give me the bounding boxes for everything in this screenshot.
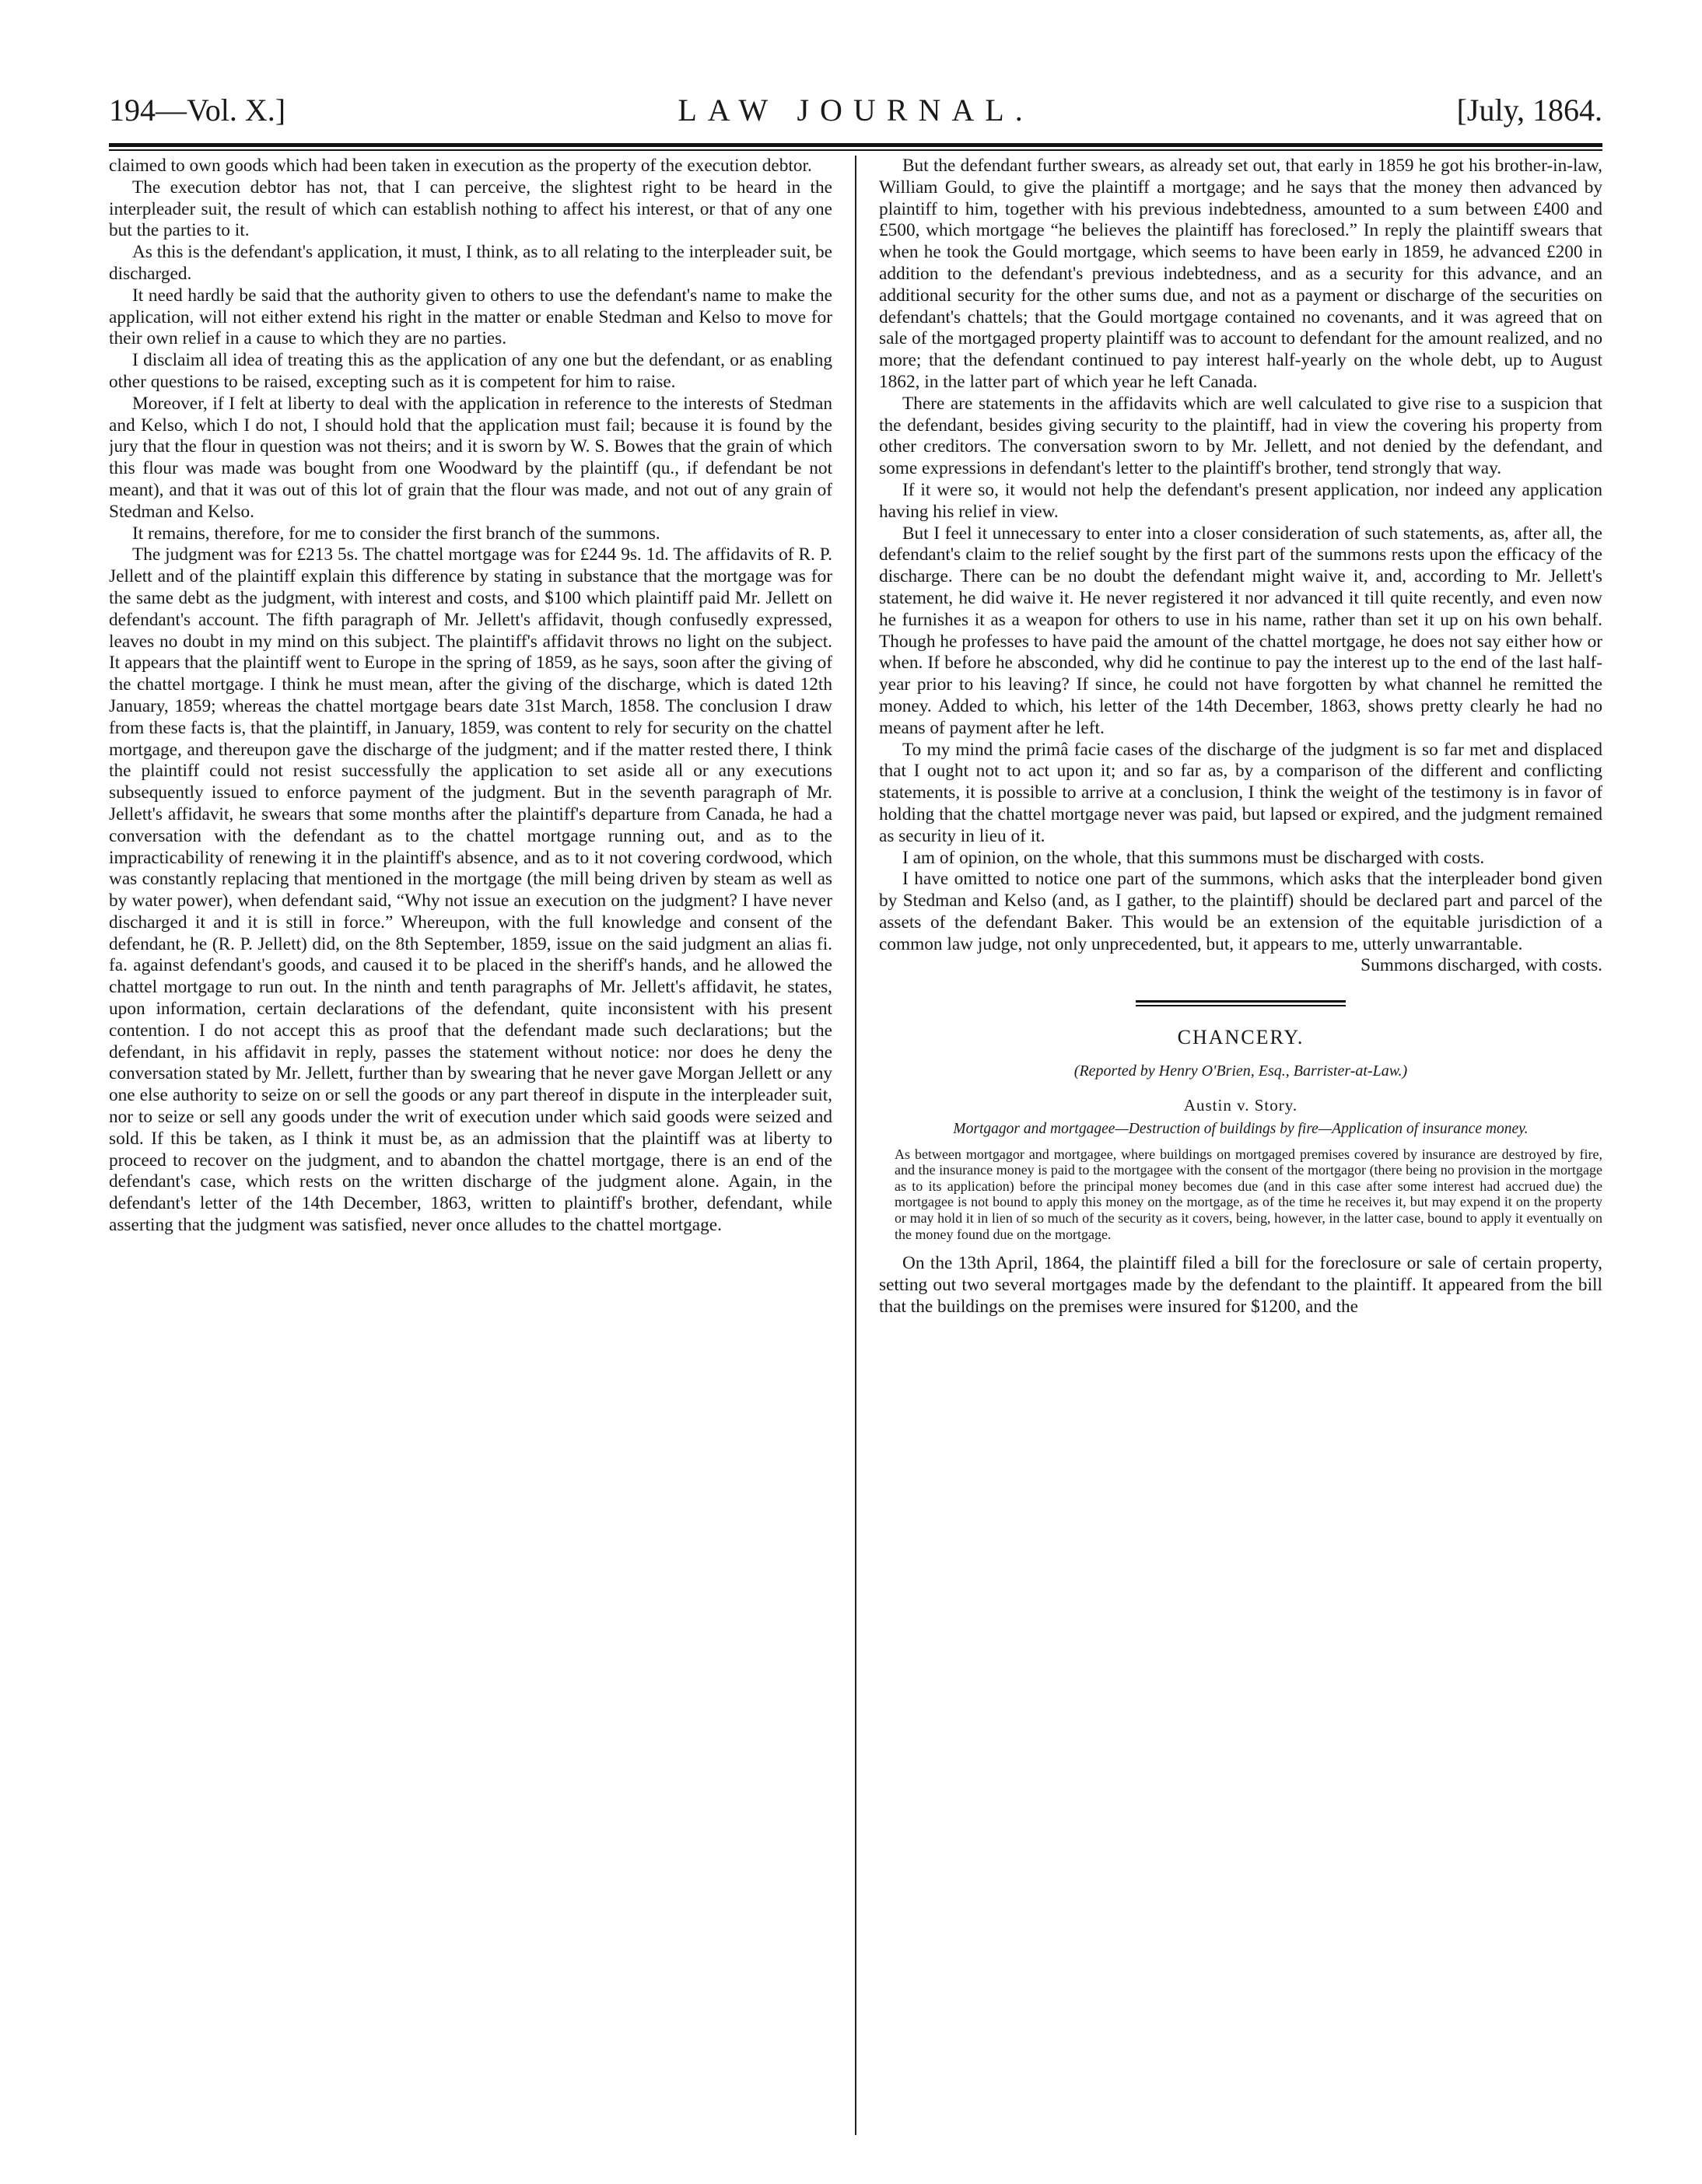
paragraph: But I feel it unnecessary to enter into a closer consideration of such statements, as, after all, the defendant's claim to the relief sought by the first part of the summons rests upon the efficacy of the discharge. There can be no doubt the defendant might waive it, and, according to Mr. Jellett's statement, he did waive it. He never registered it nor advanced it till quite recently, and even now he furnishes it as a weapon for others to use in his name, rather than set it up on his own behalf. Though he professes to have paid the amount of the chattel mortgage, he does not say either how or when. If before he absconded, why did he continue to pay the interest up to the end of the last half-year prior to his leaving? If since, he could not have forgotten by what channel he remitted the money. Added to which, his letter of the 14th December, 1863, shows pretty clearly he had no means of payment after he left. — [879, 523, 1602, 738]
text-columns — [109, 156, 1602, 2135]
section-rule — [1136, 1000, 1346, 1006]
paragraph: It remains, therefore, for me to consider the first branch of the summons. — [132, 523, 660, 544]
paragraph: As this is the defendant's application, it must, I think, as to all relating to the interpleader suit, be discharged. — [109, 242, 832, 284]
reporter-line: (Reported by Henry O'Brien, Esq., Barrister-at-Law.) — [1073, 1062, 1408, 1080]
decision-signoff: Summons discharged, with costs. — [1361, 955, 1602, 976]
paragraph: But the defendant further swears, as already set out, that early in 1859 he got his brother-in-law, William Gould, to give the plaintiff a mortgage; and he says that the money then advanced by plaintiff to him, together with his previous indebtedness, amounted to a sum between £400 and £500, which mortgage “he believes the plaintiff has foreclosed.” In reply the plaintiff swears that when he took the Gould mortgage, which seems to have been early in 1859, he advanced £200 in addition to the defendant's previous indebtedness, and as a security for this advance, and an additional security for the other sums due, and not as a payment or discharge of the securities on defendant's chattels; that the Gould mortgage contained no covenants, and it was agreed that on sale of the mortgaged property plaintiff was to account to defendant for the amount realized, and no more; that the defendant continued to pay interest half-yearly on the whole debt, up to August 1862, in the latter part of which year he left Canada. — [879, 156, 1602, 392]
headnote: As between mortgagor and mortgagee, where buildings on mortgaged premises covered by insurance are destroyed by fire, and the insurance money is paid to the mortgagee with the consent of the mortgagor (there being no provision in the mortgage as to its application) before the principal money becomes due (and in this case after some interest had accrued due) the mortgagee is not bound to apply this money on the mortgage, as of the time he receives it, but may expend it on the property or may hold it in lien of so much of the security as it covers, being, however, in the latter case, bound to apply it eventually on the money found due on the mortgage. — [895, 1146, 1602, 1242]
issue-date: [July, 1864. — [1456, 93, 1602, 128]
paragraph: I have omitted to notice one part of the summons, which asks that the interpleader bond given by Stedman and Kelso (and, as I gather, to the plaintiff) should be declared part and parcel of the assets of the defendant Baker. This would be an extension of the equitable jurisdiction of a common law judge, not only unprecedented, but, it appears to me, utterly unwarrantable. — [879, 869, 1602, 954]
paragraph: The judgment was for £213 5s. The chattel mortgage was for £244 9s. 1d. The affidavits of R. P. Jellett and of the plaintiff explain this difference by stating in substance that the mortgage was for the same debt as the judgment, with interest and costs, and $100 which plaintiff paid Mr. Jellett on defendant's account. The fifth paragraph of Mr. Jellett's affidavit, though confusedly expressed, leaves no doubt in my mind on this subject. The plaintiff's affidavit throws no light on the subject. It appears that the plaintiff went to Europe in the spring of 1859, as he says, soon after the giving of the chattel mortgage. I think he must mean, after the giving of the discharge, which is dated 12th January, 1859; whereas the chattel mortgage bears date 31st March, 1858. The conclusion I draw from these facts is, that the plaintiff, in January, 1859, was content to rely for security on the chattel mortgage, and thereupon gave the discharge of the judgment; and if the matter rested there, I think the plaintiff could not resist successfully the application to set aside all or any executions subsequently issued to enforce payment of the judgment. But in the seventh paragraph of Mr. Jellett's affidavit, he swears that some months after the plaintiff's departure from Canada, he had a conversation with the defendant as to the chattel mortgage running out, and as to the impracticability of renewing it in the plaintiff's absence, and as to it not covering cordwood, which was constantly replacing that mentioned in the mortgage (the mill being driven by steam as well as by water power), when defendant said, “Why not issue an execution on the judgment? I have never discharged it and it is still in force.” Whereupon, with the full knowledge and consent of the defendant, he (R. P. Jellett) did, on the 8th September, 1859, issue on the said judgment an alias fi. fa. against defendant's goods, and caused it to be placed in the sheriff's hands, and he allowed the chattel mortgage to run out. In the ninth and tenth paragraphs of Mr. Jellett's affidavit, he states, upon information, certain declarations of the defendant, quite inconsistent with his present contention. I do not accept this as proof that the defendant made such declarations; but the defendant, in his affidavit in reply, passes the statement without notice: nor does he deny the conversation stated by Mr. Jellett, further than by swearing that he never gave Morgan Jellett or any one else authority to seize on or sell the goods or any part thereof in dispute in the interpleader suit, nor to seize or sell any goods under the writ of execution under which said goods were seized and sold. If this be taken, as I think it must be, as an admission that the plaintiff was at liberty to proceed to recover on the judgment, and to abandon the chattel mortgage, there is an end of the defendant's case, which rests on the written discharge of the judgment alone. Again, in the defendant's letter of the 14th December, 1863, written to plaintiff's brother, defendant, while asserting that the judgment was satisfied, never once alludes to the chattel mortgage. — [109, 544, 832, 1236]
header-rule — [109, 143, 1602, 147]
paragraph: To my mind the primâ facie cases of the discharge of the judgment is so far met and displaced that I ought not to act upon it; and so far as, by a comparison of the different and conflicting statements, it is possible to arrive at a conclusion, I think the weight of the testimony is in favor of holding that the chattel mortgage never was paid, but lapsed or expired, and the judgment remained as security in lieu of it. — [879, 739, 1602, 846]
header-rule-thin — [109, 149, 1602, 151]
case-title: Austin v. Story. — [1183, 1095, 1298, 1115]
journal-page — [109, 84, 1602, 2137]
right-column — [879, 156, 1602, 2135]
paragraph: It need hardly be said that the authority given to others to use the defendant's name to make the application, will not either extend his right in the matter or enable Stedman and Kelso to move for their own relief in a cause to which they are no parties. — [109, 285, 832, 349]
column-divider — [855, 156, 856, 2135]
paragraph: If it were so, it would not help the defendant's present application, nor indeed any application having his relief in view. — [879, 479, 1602, 522]
paragraph: Moreover, if I felt at liberty to deal with the application in reference to the interests of Stedman and Kelso, which I do not, I should hold that the application must fail; because it is found by the jury that the flour in question was not theirs; and it is sworn by W. S. Bowes that the grain of which this flour was made was bought from one Woodward by the plaintiff (qu., if defendant be not meant), and that it was out of this lot of grain that the flour was made, and not out of any grain of Stedman and Kelso. — [109, 393, 832, 522]
paragraph: There are statements in the affidavits which are well calculated to give rise to a suspicion that the defendant, besides giving security to the plaintiff, had in view the covering his property from other creditors. The conversation sworn to by Mr. Jellett, and not denied by the defendant, and some expressions in defendant's letter to the plaintiff's brother, tend strongly that way. — [879, 393, 1602, 479]
running-header — [109, 84, 1602, 140]
paragraph: I am of opinion, on the whole, that this summons must be discharged with costs. — [902, 847, 1485, 868]
page-volume: 194—Vol. X.] — [109, 93, 286, 128]
journal-title: LAW JOURNAL. — [678, 93, 1034, 128]
paragraph: The execution debtor has not, that I can perceive, the slightest right to be heard in the interpleader suit, the result of which can establish nothing to affect his interest, or that of any one but the parties to it. — [109, 177, 832, 241]
paragraph: On the 13th April, 1864, the plaintiff filed a bill for the foreclosure or sale of certain property, setting out two several mortgages made by the defendant to the plaintiff. It appeared from the bill that the buildings on the premises were insured for $1200, and the — [879, 1253, 1602, 1317]
left-column — [109, 156, 832, 2135]
paragraph: I disclaim all idea of treating this as the application of any one but the defendant, or as enabling other questions to be raised, excepting such as it is competent for him to raise. — [109, 350, 832, 392]
catchline: Mortgagor and mortgagee—Destruction of buildings by fire—Application of insurance money. — [953, 1120, 1529, 1137]
paragraph: claimed to own goods which had been taken in execution as the property of the execution debtor. — [109, 156, 812, 176]
section-title: CHANCERY. — [1177, 1026, 1305, 1049]
